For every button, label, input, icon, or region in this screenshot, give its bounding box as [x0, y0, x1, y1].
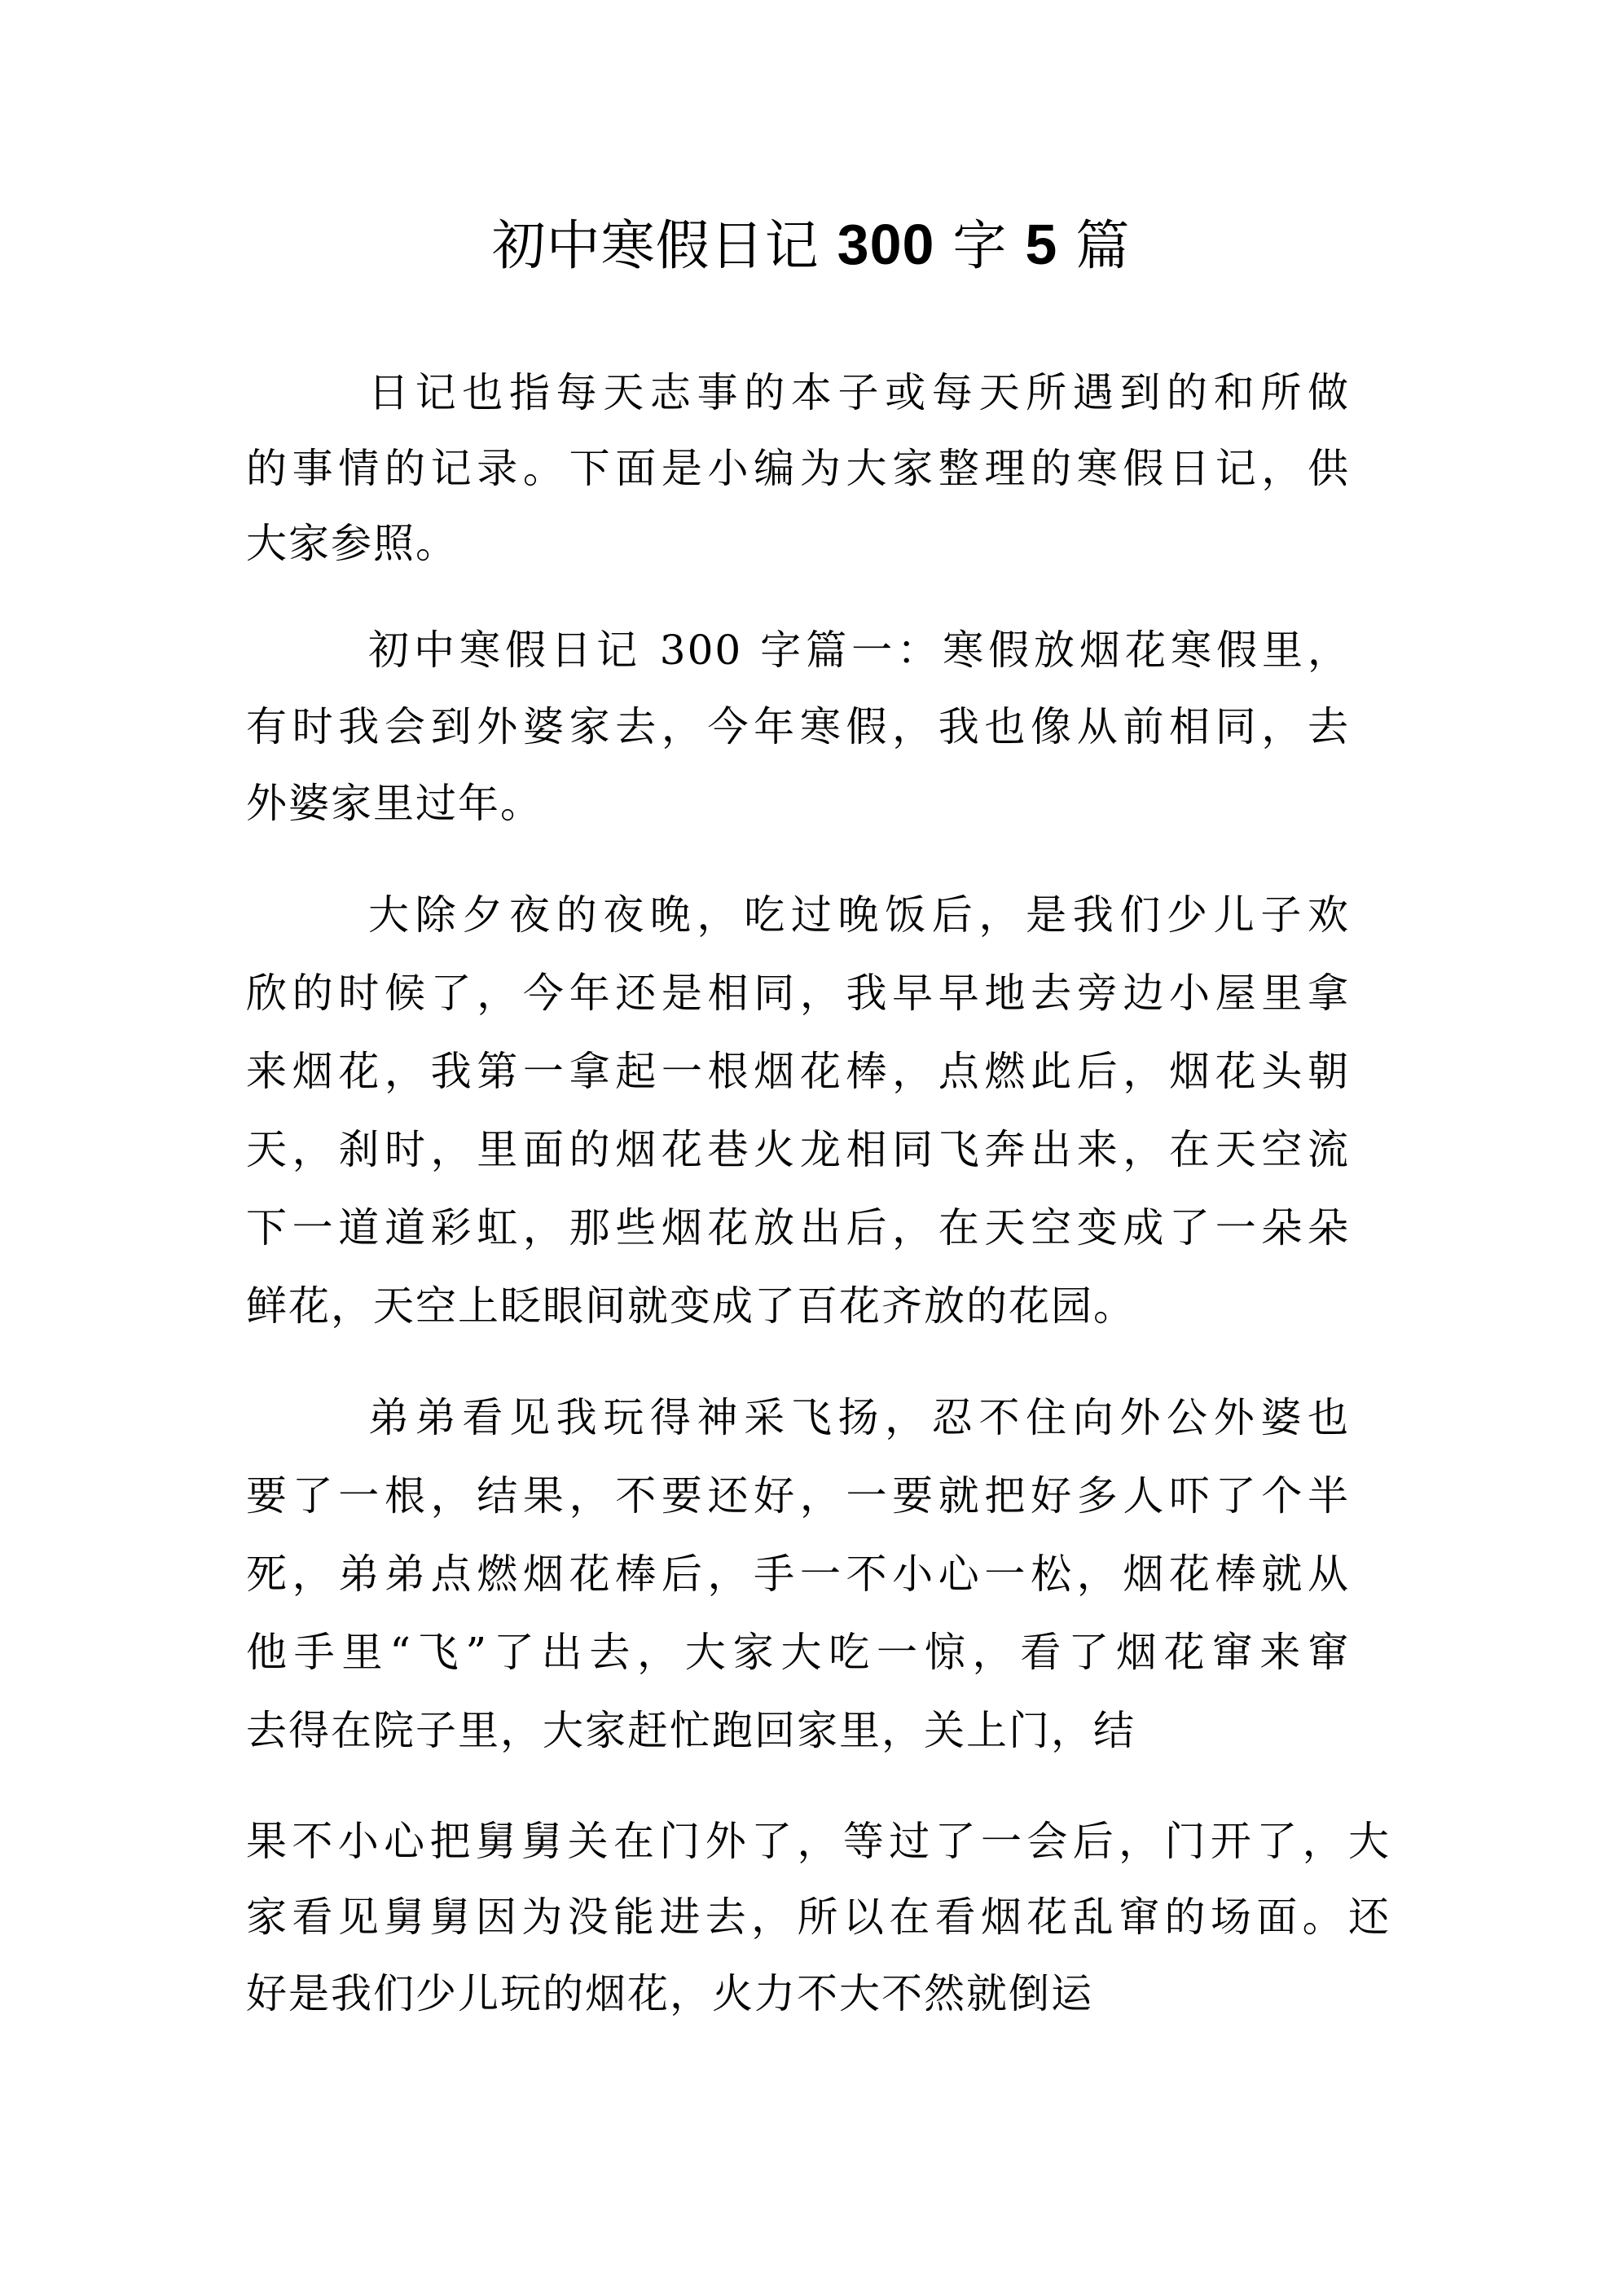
text-line: 好是我们少儿玩的烟花，火力不大不然就倒运 [246, 1970, 1093, 2017]
title-suffix: 篇 [1075, 214, 1131, 277]
text-line: 外婆家里过年。 [246, 780, 543, 827]
text-line: 下一道道彩虹，那些烟花放出后，在天空变成了一朵朵 [246, 1204, 1350, 1251]
text-line: 他手里“飞”了出去，大家大吃一惊，看了烟花窜来窜 [246, 1629, 1350, 1676]
title-number: 300 [837, 213, 935, 276]
text-line: 果不小心把舅舅关在门外了，等过了一会后，门开了，大 [246, 1818, 1391, 1865]
text-line: 大家参照。 [246, 520, 458, 567]
text-line: 有时我会到外婆家去，今年寒假，我也像从前相同，去 [246, 703, 1350, 750]
text-line: 弟弟看见我玩得神采飞扬，忍不住向外公外婆也 [368, 1394, 1350, 1441]
text-line: 大除夕夜的夜晚，吃过晚饭后，是我们少儿子欢 [368, 891, 1350, 939]
title-count: 5 [1025, 213, 1058, 276]
text-line: 要了一根，结果，不要还好，一要就把好多人吓了个半 [246, 1472, 1350, 1520]
title-middle: 字 [952, 214, 1008, 277]
text-line: 来烟花，我第一拿起一根烟花棒，点燃此后，烟花头朝 [246, 1048, 1350, 1095]
title-prefix: 初中寒假日记 [491, 214, 820, 277]
text-line: 欣的时候了，今年还是相同，我早早地去旁边小屋里拿 [246, 970, 1350, 1017]
text-line: 家看见舅舅因为没能进去，所以在看烟花乱窜的场面。还 [246, 1894, 1391, 1941]
text-line: 的事情的记录。下面是小编为大家整理的寒假日记，供 [246, 445, 1350, 492]
text-line: 日记也指每天志事的本子或每天所遇到的和所做 [368, 369, 1350, 416]
text-line: 初中寒假日记 300 字篇一：寒假放烟花寒假里， [368, 627, 1350, 674]
text-line: 天，刹时，里面的烟花巷火龙相同飞奔出来，在天空流 [246, 1126, 1350, 1173]
document-title [0, 208, 1622, 283]
text-line: 去得在院子里，大家赶忙跑回家里，关上门，结 [246, 1707, 1136, 1754]
text-line: 鲜花，天空上眨眼间就变成了百花齐放的花园。 [246, 1282, 1136, 1330]
text-line: 死，弟弟点燃烟花棒后，手一不小心一松，烟花棒就从 [246, 1550, 1350, 1598]
